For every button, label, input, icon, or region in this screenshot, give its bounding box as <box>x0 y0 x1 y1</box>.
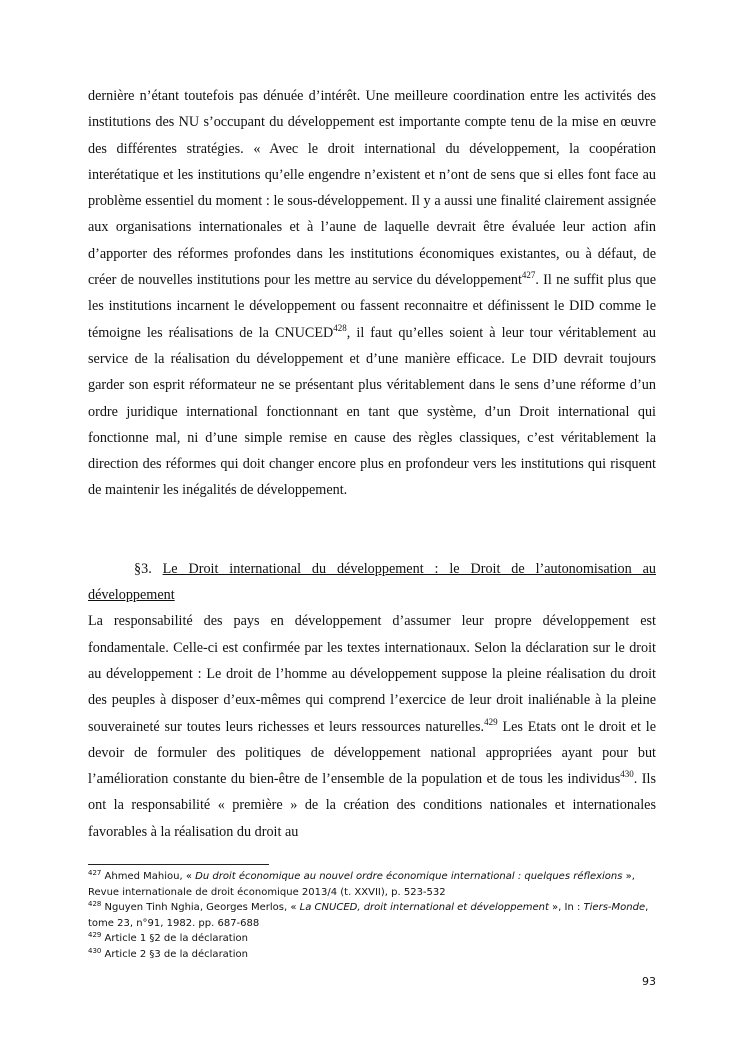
footnote-ref-429[interactable]: 429 <box>484 716 498 727</box>
footnote-428: $^{428}$ Nguyen Tinh Nghia, Georges Merlos, « La CNUCED, droit international et développement », In : Tiers-Monde, tome 23, n°91, 1982. pp. 687-688 <box>88 900 649 929</box>
section-heading <box>88 556 656 609</box>
section-number: §3. <box>134 560 152 577</box>
spacer <box>88 504 656 556</box>
section-title: Le Droit international du développement : le Droit de l’autonomisation au développement <box>88 560 656 604</box>
page-number: 93 <box>642 975 656 988</box>
footnote-429: $^{429}$ Article 1 §2 de la déclaration <box>88 931 248 944</box>
footnote-separator <box>88 864 269 865</box>
footnote-ref-428[interactable]: 428 <box>333 322 347 333</box>
paragraph-1: dernière n’étant toutefois pas dénuée d’intérêt. Une meilleure coordination entre les activités des institutions des NU s’occupant du développement est importante compte tenu de la mise en œuvre des différentes stratégies. « Avec le droit international du développement, la coopération interétatique et les institutions qu’elle engendre n’existent et n’ont de sens que si elles font face au problème essentiel du moment : le sous-développement. Il y a aussi une finalité clairement assignée aux organisations internationales et à l’aune de laquelle devrait être évaluée leur action afin d’apporter des réformes profondes dans les institutions économiques existantes, ou à défaut, de créer de nouvelles institutions pour les mettre au service du développement$^{427}$. Il ne suffit plus que les institutions incarnent le développement ou fassent reconnaitre et définissent le DID comme le témoigne les réalisations de la CNUCED$^{428}$, il faut qu’elles soient à leur tour véritablement au service de la réalisation du développement et d’une manière efficace. Le DID devrait toujours garder son esprit réformateur ne se présentant plus véritablement dans le sens d’une réforme d’un ordre juridique international fonctionnant en tant que système, d’un Droit international qui fonctionne mal, ni d’une simple remise en cause des règles classiques, c’est véritablement la direction des réformes qui doit changer encore plus en profondeur vers les institutions qui risquent de maintenir les inégalités de développement. <box>88 88 656 499</box>
footnote-427: $^{427}$ Ahmed Mahiou, « Du droit économique au nouvel ordre économique international : quelques réflexions », Revue internationale de droit économique 2013/4 (t. XXVII), p. 523-532 <box>88 869 635 898</box>
body-text <box>88 83 656 845</box>
footnote-430: $^{430}$ Article 2 §3 de la déclaration <box>88 946 248 960</box>
footnote-ref-427[interactable]: 427 <box>521 270 536 281</box>
paragraph-2: La responsabilité des pays en développement d’assumer leur propre développement est fondamentale. Celle-ci est confirmée par les textes internationaux. Selon la déclaration sur le droit au développement : Le droit de l’homme au développement suppose la pleine réalisation du droit des peuples à disposer d’eux-mêmes qui comprend l’exercice de leur droit inaliénable à la pleine souveraineté sur toutes leurs richesses et leurs ressources naturelles.$^{429}$ Les Etats ont le droit et le devoir de formuler des politiques de développement national appropriées ayant pour but l’amélioration constante du bien-être de l’ensemble de la population et de tous les individus$^{430}$. Ils ont la responsabilité « première » de la création des conditions nationales et internationales favorables à la réalisation du droit au <box>88 613 657 840</box>
footnotes <box>88 869 656 962</box>
footnote-ref-430[interactable]: 430 <box>620 769 634 780</box>
